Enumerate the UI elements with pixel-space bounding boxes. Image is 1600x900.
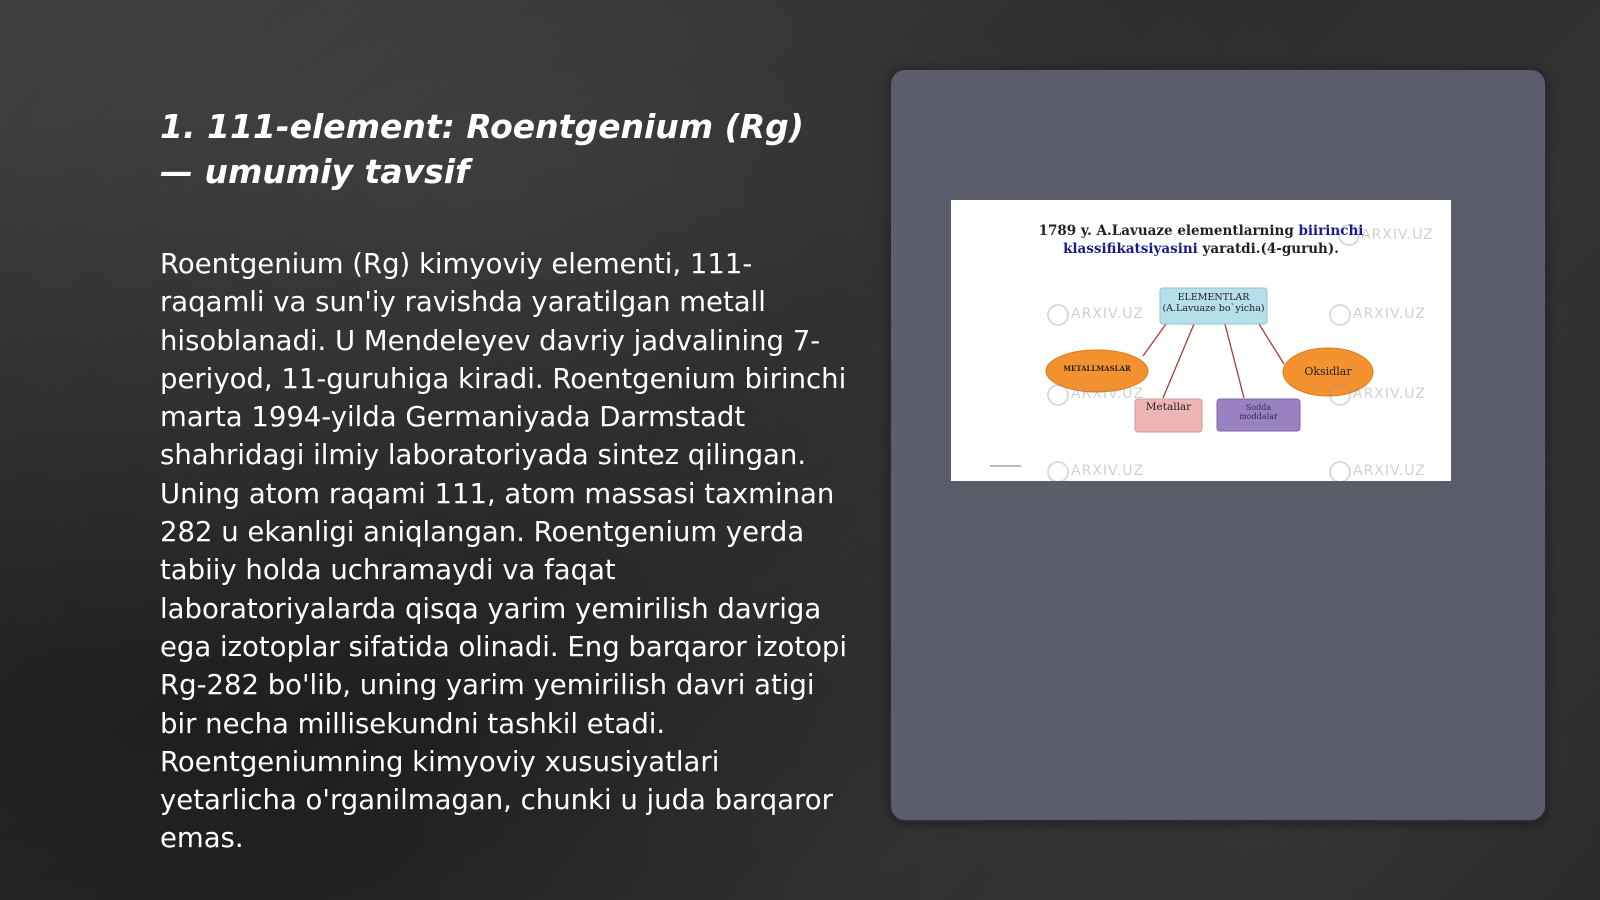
- connector-line: [1143, 324, 1166, 356]
- connector-line: [1225, 324, 1244, 398]
- watermark-icon: [1048, 462, 1068, 481]
- watermark-text: ARXIV.UZ: [1071, 306, 1144, 322]
- watermark-icon: [1330, 462, 1350, 481]
- right-node-label: Oksidlar: [1304, 365, 1352, 378]
- connector-line: [1163, 324, 1194, 398]
- root-node-title: ELEMENTLAR: [1177, 292, 1250, 303]
- watermark-icon: [1048, 385, 1068, 405]
- watermark-text: ARXIV.UZ: [1353, 306, 1426, 322]
- slide-title: 1. 111-element: Roentgenium (Rg) — umumiy tavsif: [160, 107, 804, 191]
- watermark-icon: [1330, 305, 1350, 325]
- caption-highlight: klassifikatsiyasini: [1063, 241, 1198, 257]
- image-panel: [889, 68, 1547, 822]
- watermark-text: ARXIV.UZ: [1361, 227, 1434, 243]
- sodda-node-label: [1217, 403, 1300, 421]
- classification-figure: [951, 200, 1451, 481]
- root-node-label: [1160, 292, 1267, 314]
- connector-line: [1259, 324, 1284, 364]
- watermark-text: ARXIV.UZ: [1353, 386, 1426, 402]
- root-node-subtitle: (A.Lavuaze bo`yicha): [1162, 303, 1265, 314]
- slide-body-text: Roentgenium (Rg) kimyoviy elementi, 111-raqamli va sun'iy ravishda yaratilgan metall hisoblanadi. U Mendeleyev davriy jadvalining 7-periyod, 11-guruhiga kiradi. Roentgenium birinchi marta 1994-yilda Germaniyada Darmstadt shahridagi ilmiy laboratoriyada sintez qilingan. Uning atom raqami 111, atom massasi taxminan 282 u ekanligi aniqlangan. Roentgenium yerda tabiiy holda uchramaydi va faqat laboratoriyalarda qisqa yarim yemirilish davriga ega izotoplar sifatida olinadi. Eng barqaror izotopi Rg-282 bo'lib, uning yarim yemirilish davri atigi bir necha millisekundni tashkil etadi. Roentgeniumning kimyoviy xususiyatlari yetarlicha o'rganilmagan, chunki u juda barqaror emas.: [160, 248, 848, 855]
- watermark-text: ARXIV.UZ: [1353, 463, 1426, 479]
- watermark-icon: [1048, 305, 1068, 325]
- caption-text: 1789 y. A.Lavuaze elementlarning: [1038, 223, 1299, 239]
- sodda-node-line1: Sodda: [1245, 403, 1272, 412]
- caption-highlight: biirinchi: [1298, 223, 1364, 239]
- left-node-label: METALLMASLAR: [1063, 364, 1131, 373]
- watermark-text: ARXIV.UZ: [1071, 463, 1144, 479]
- caption-text: yaratdi.(4-guruh).: [1197, 241, 1339, 257]
- sodda-node-line2: moddalar: [1239, 412, 1278, 421]
- metallar-node-label: Metallar: [1145, 401, 1192, 413]
- watermark-text: ARXIV.UZ: [1071, 386, 1144, 402]
